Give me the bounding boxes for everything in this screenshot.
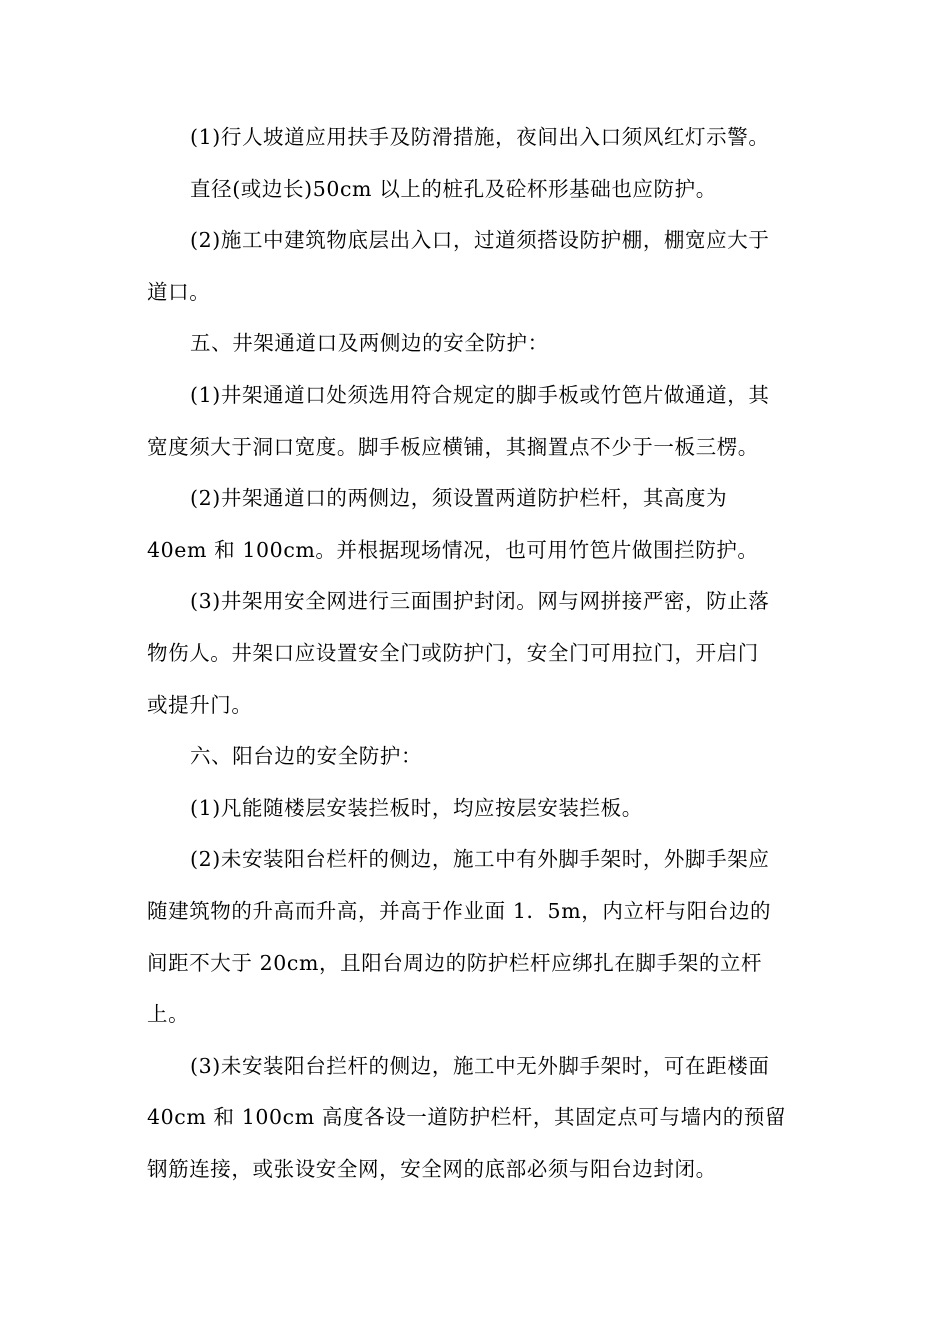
- text-line: 道口。: [147, 279, 211, 304]
- text-line: 宽度须大于洞口宽度。脚手板应横铺，其搁置点不少于一板三楞。: [147, 434, 759, 459]
- text-line: (2)井架通道口的两侧边，须设置两道防护栏杆，其高度为: [190, 486, 728, 511]
- document-page: [147, 112, 803, 1195]
- paragraph-pile-hole: [147, 164, 803, 216]
- section-heading-five: [147, 318, 803, 370]
- text-line: (2)未安装阳台栏杆的侧边，施工中有外脚手架时，外脚手架应: [190, 847, 770, 872]
- paragraph-ramp-handrail: [147, 112, 803, 164]
- paragraph-external-scaffold: [147, 834, 803, 1040]
- paragraph-baffle-install: [147, 783, 803, 835]
- paragraph-no-scaffold: [147, 1041, 803, 1196]
- text-line: 40em 和 100cm。并根据现场情况，也可用竹笆片做围拦防护。: [147, 537, 759, 562]
- text-line: (1)行人坡道应用扶手及防滑措施，夜间出入口须风红灯示警。: [190, 125, 770, 149]
- text-line: 间距不大于 20cm，且阳台周边的防护栏杆应绑扎在脚手架的立杆: [147, 950, 763, 975]
- text-line: (3)未安装阳台拦杆的侧边，施工中无外脚手架时，可在距楼面: [190, 1053, 770, 1078]
- text-line: 钢筋连接，或张设安全网，安全网的底部必须与阳台边封闭。: [147, 1156, 717, 1181]
- text-line: 六、阳台边的安全防护：: [190, 744, 423, 769]
- text-line: 40cm 和 100cm 高度各设一道防护栏杆，其固定点可与墙内的预留: [147, 1105, 787, 1130]
- text-line: 直径(或边长)50cm 以上的桩孔及砼杯形基础也应防护。: [190, 176, 717, 201]
- text-line: 随建筑物的升高而升高，并高于作业面 1．5m，内立杆与阳台边的: [147, 898, 772, 923]
- paragraph-side-railings: [147, 473, 803, 576]
- text-line: (2)施工中建筑物底层出入口，过道须搭设防护棚，棚宽应大于: [190, 228, 770, 253]
- text-line: 上。: [147, 1002, 190, 1027]
- text-line: (1)凡能随楼层安装拦板时，均应按层安装拦板。: [190, 795, 643, 820]
- paragraph-passage-board: [147, 370, 803, 473]
- paragraph-safety-net: [147, 576, 803, 731]
- text-line: 五、井架通道口及两侧边的安全防护：: [190, 331, 549, 356]
- paragraph-protective-shed: [147, 215, 803, 318]
- text-line: (1)井架通道口处须选用符合规定的脚手板或竹笆片做通道，其: [190, 382, 770, 407]
- text-line: 物伤人。井架口应设置安全门或防护门，安全门可用拉门，开启门: [147, 640, 759, 665]
- section-heading-six: [147, 731, 803, 783]
- text-line: (3)井架用安全网进行三面围护封闭。网与网拼接严密，防止落: [190, 589, 770, 614]
- text-line: 或提升门。: [147, 692, 253, 717]
